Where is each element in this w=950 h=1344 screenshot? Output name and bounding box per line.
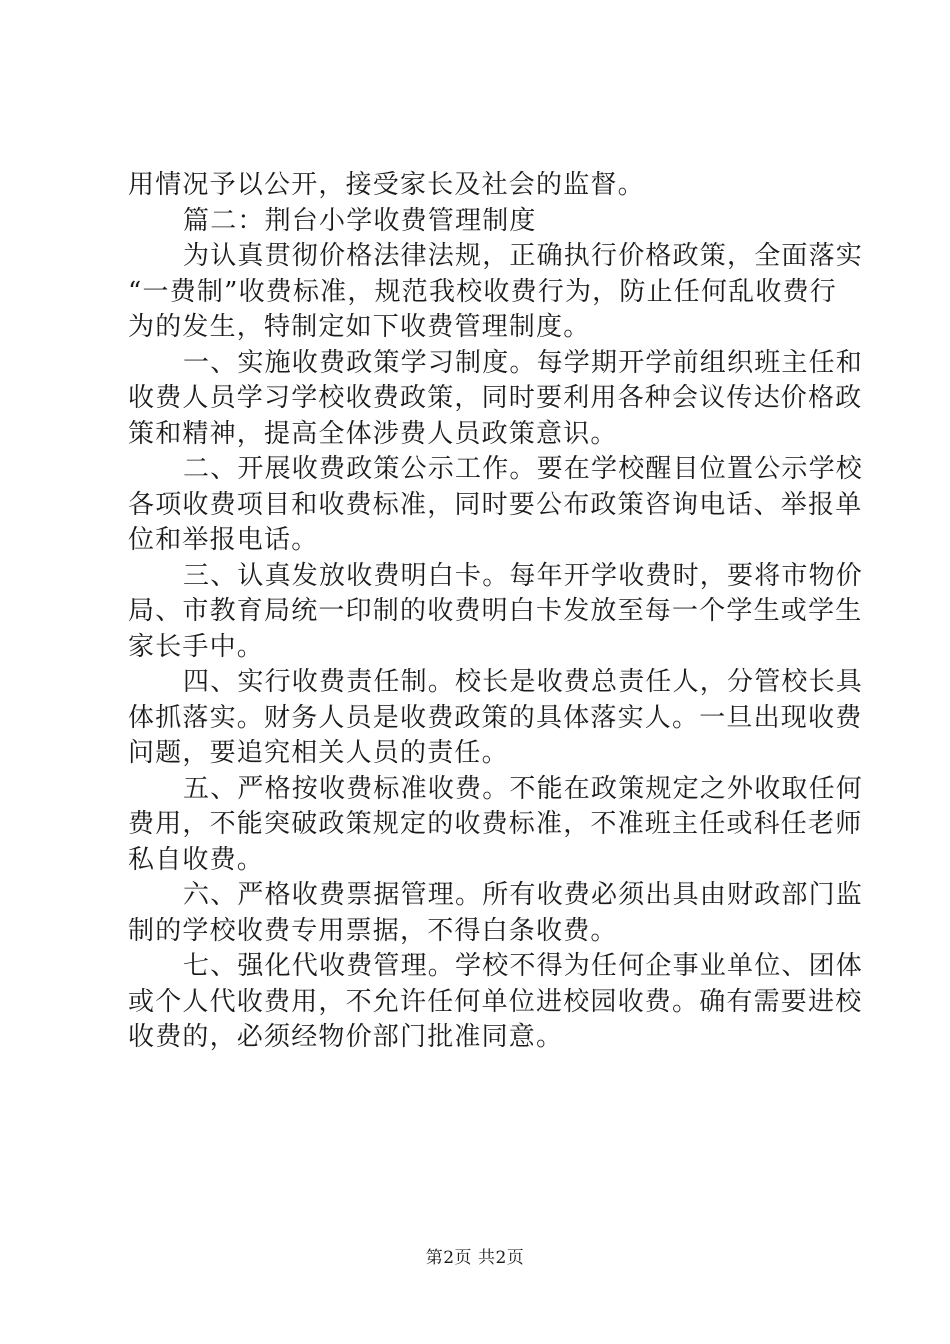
- text-line: 私自收费。: [128, 844, 265, 875]
- text-line: 局、市教育局统一印制的收费明白卡发放至每一个学生或学生: [128, 596, 863, 626]
- section-heading: 篇二：荆台小学收费管理制度: [183, 205, 537, 236]
- text-line: 四、实行收费责任制。校长是收费总责任人，分管校长具: [183, 667, 864, 697]
- text-line: 策和精神，提高全体涉费人员政策意识。: [128, 418, 618, 449]
- text-line: “一费制”收费标准，规范我校收费行为，防止任何乱收费行: [128, 276, 837, 307]
- text-line: 收费人员学习学校收费政策，同时要利用各种会议传达价格政: [128, 383, 863, 413]
- text-line: 问题，要追究相关人员的责任。: [128, 738, 509, 768]
- text-line: 三、认真发放收费明白卡。每年开学收费时，要将市物价: [183, 560, 864, 591]
- text-line: 家长手中。: [128, 631, 265, 662]
- text-line: 用情况予以公开，接受家长及社会的监督。: [128, 170, 645, 200]
- text-line: 为认真贯彻价格法律法规，正确执行价格政策，全面落实: [183, 241, 864, 271]
- text-line: 或个人代收费用，不允许任何单位进校园收费。确有需要进校: [128, 986, 863, 1017]
- text-line: 位和举报电话。: [128, 525, 319, 555]
- document-body: [128, 168, 864, 1056]
- text-line: 制的学校收费专用票据，不得白条收费。: [128, 915, 618, 946]
- text-line: 为的发生，特制定如下收费管理制度。: [128, 312, 591, 342]
- text-line: 二、开展收费政策公示工作。要在学校醒目位置公示学校: [183, 454, 864, 484]
- text-line: 五、严格按收费标准收费。不能在政策规定之外收取任何: [183, 773, 864, 804]
- text-line: 一、实施收费政策学习制度。每学期开学前组织班主任和: [183, 347, 864, 378]
- text-line: 费用，不能突破政策规定的收费标准，不准班主任或科任老师: [128, 809, 863, 839]
- text-line: 七、强化代收费管理。学校不得为任何企事业单位、团体: [183, 951, 864, 981]
- page-number-footer: 第2页 共2页: [425, 1248, 525, 1268]
- text-line: 收费的，必须经物价部门批准同意。: [128, 1022, 564, 1052]
- text-line: 体抓落实。财务人员是收费政策的具体落实人。一旦出现收费: [128, 702, 863, 733]
- text-line: 各项收费项目和收费标准，同时要公布政策咨询电话、举报单: [128, 489, 863, 520]
- text-line: 六、严格收费票据管理。所有收费必须出具由财政部门监: [183, 880, 864, 910]
